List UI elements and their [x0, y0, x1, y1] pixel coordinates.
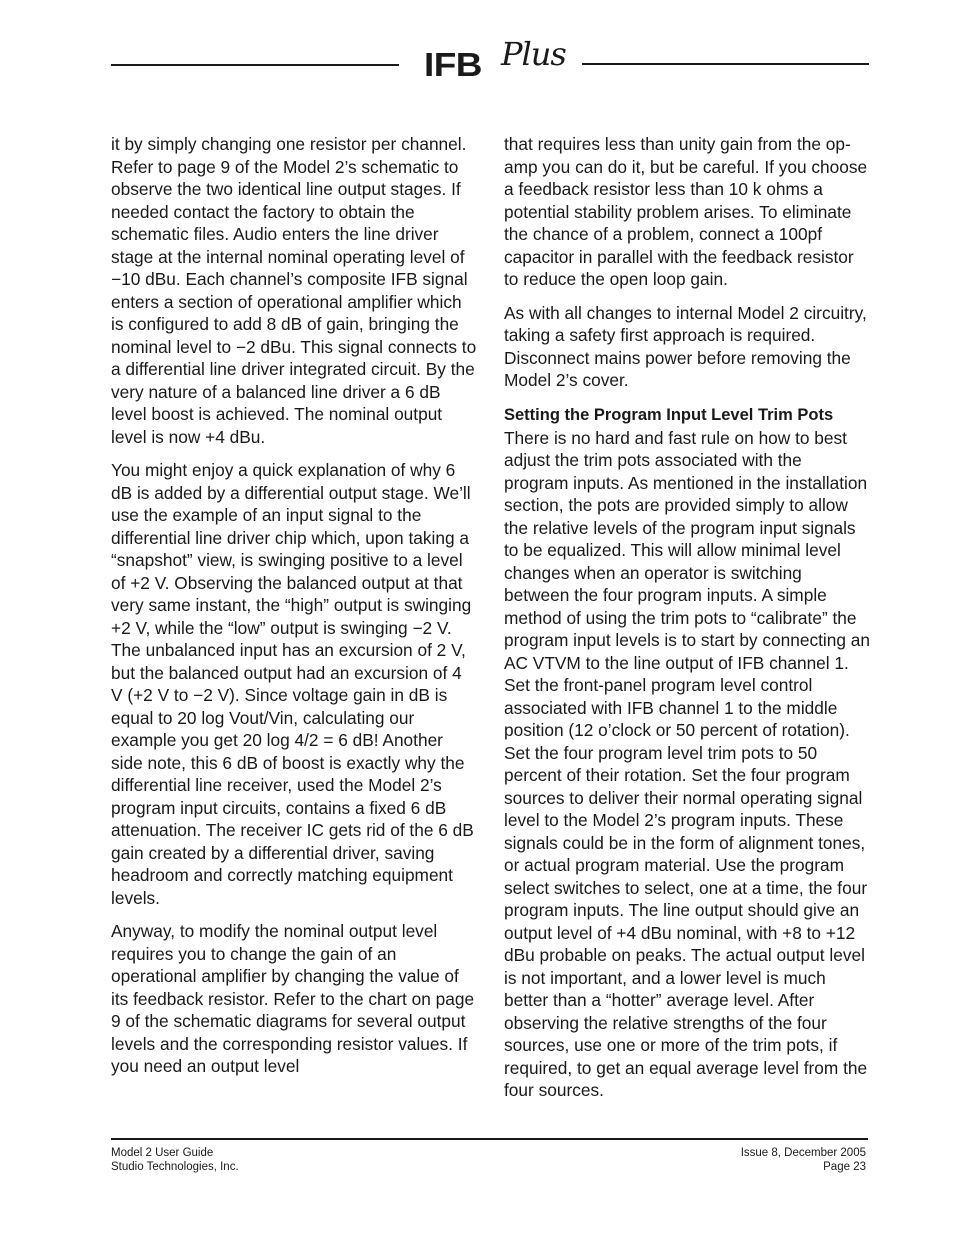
footer-company: Studio Technologies, Inc. [111, 1161, 239, 1173]
header-rule-right [582, 63, 869, 65]
left-paragraph-3: Anyway, to modify the nominal output level requires you to change the gain of an operational amplifier by changing the value of its feedback resistor. Refer to the chart on page 9 of the schematic diagrams for several output levels and the corresponding resistor values. If you need an output level [111, 921, 475, 1076]
footer-issue: Issue 8, December 2005 [740, 1147, 866, 1159]
footer-left [111, 1146, 239, 1174]
right-paragraph-1: that requires less than unity gain from the op-amp you can do it, but be careful. If you choose a feedback resistor less than 10 k ohms a potential stability problem arises. To eliminate the chance of a problem, connect a 100pf capacitor in parallel with the feedback resistor to reduce the open loop gain. [504, 134, 868, 289]
logo-ifb-text: IFB [424, 46, 482, 83]
left-paragraph-1: it by simply changing one resistor per channel. Refer to page 9 of the Model 2’s schematic to observe the two identical line output stages. If needed contact the factory to obtain the schematic files. Audio enters the line driver stage at the internal nominal operating level of −10 dBu. Each channel’s composite IFB signal enters a section of operational amplifier which is configured to add 8 dB of gain, bringing the nominal level to −2 dBu. This signal connects to a differential line driver integrated circuit. By the very nature of a balanced line driver a 6 dB level boost is achieved. The nominal output level is now +4 dBu. [111, 134, 477, 447]
left-paragraph-2: You might enjoy a quick explanation of why 6 dB is added by a differential output stage. We’ll use the example of an input signal to the differential line driver chip which, upon taking a “snapshot” view, is swinging positive to a level of +2 V. Observing the balanced output at that very same instant, the “high” output is swinging +2 V, while the “low” output is swinging −2 V. The unbalanced input has an excursion of 2 V, but the balanced output had an excursion of 4 V (+2 V to −2 V). Since voltage gain in dB is equal to 20 log Vout/Vin, calculating our example you get 20 log 4/2 = 6 dB! Another side note, this 6 dB of boost is exactly why the differential line receiver, used the Model 2’s program input circuits, contains a fixed 6 dB attenuation. The receiver IC gets rid of the 6 dB gain created by a differential driver, saving headroom and correctly matching equipment levels. [111, 460, 474, 908]
header-rule-left [111, 64, 399, 66]
right-paragraph-2: As with all changes to internal Model 2 circuitry, taking a safety first approach is required. Disconnect mains power before removing the Model 2’s cover. [504, 302, 867, 390]
footer-rule [111, 1138, 868, 1140]
left-column [111, 133, 477, 1089]
right-column [504, 133, 870, 1113]
ifb-plus-logo [424, 35, 566, 88]
footer-right [741, 1146, 866, 1174]
right-paragraph-3: There is no hard and fast rule on how to best adjust the trim pots associated with the program inputs. As mentioned in the installation section, the pots are provided simply to allow the relative levels of the program input signals to be equalized. This will allow minimal level changes when an operator is switching between the four program inputs. A simple method of using the trim pots to “calibrate” the program input levels is to start by connecting an AC VTVM to the line output of IFB channel 1. Set the front-panel program level control associated with IFB channel 1 to the middle position (12 o’clock or 50 percent of rotation). Set the four program level trim pots to 50 percent of their rotation. Set the four program sources to deliver their normal operating signal level to the Model 2’s program inputs. These signals could be in the form of alignment tones, or actual program material. Use the program select switches to select, one at a time, the four program inputs. The line output should give an output level of +4 dBu nominal, with +8 to +12 dBu probable on peaks. The actual output level is not important, and a lower level is much better than a “hotter” average level. After observing the relative strengths of the four sources, use one or more of the trim pots, if required, to get an equal average level from the four sources. [504, 427, 870, 1100]
section-heading: Setting the Program Input Level Trim Pots [504, 405, 834, 424]
footer-guide-title: Model 2 User Guide [111, 1147, 214, 1159]
footer-page-number: Page 23 [823, 1161, 866, 1173]
logo-plus-text: Plus [501, 35, 566, 73]
